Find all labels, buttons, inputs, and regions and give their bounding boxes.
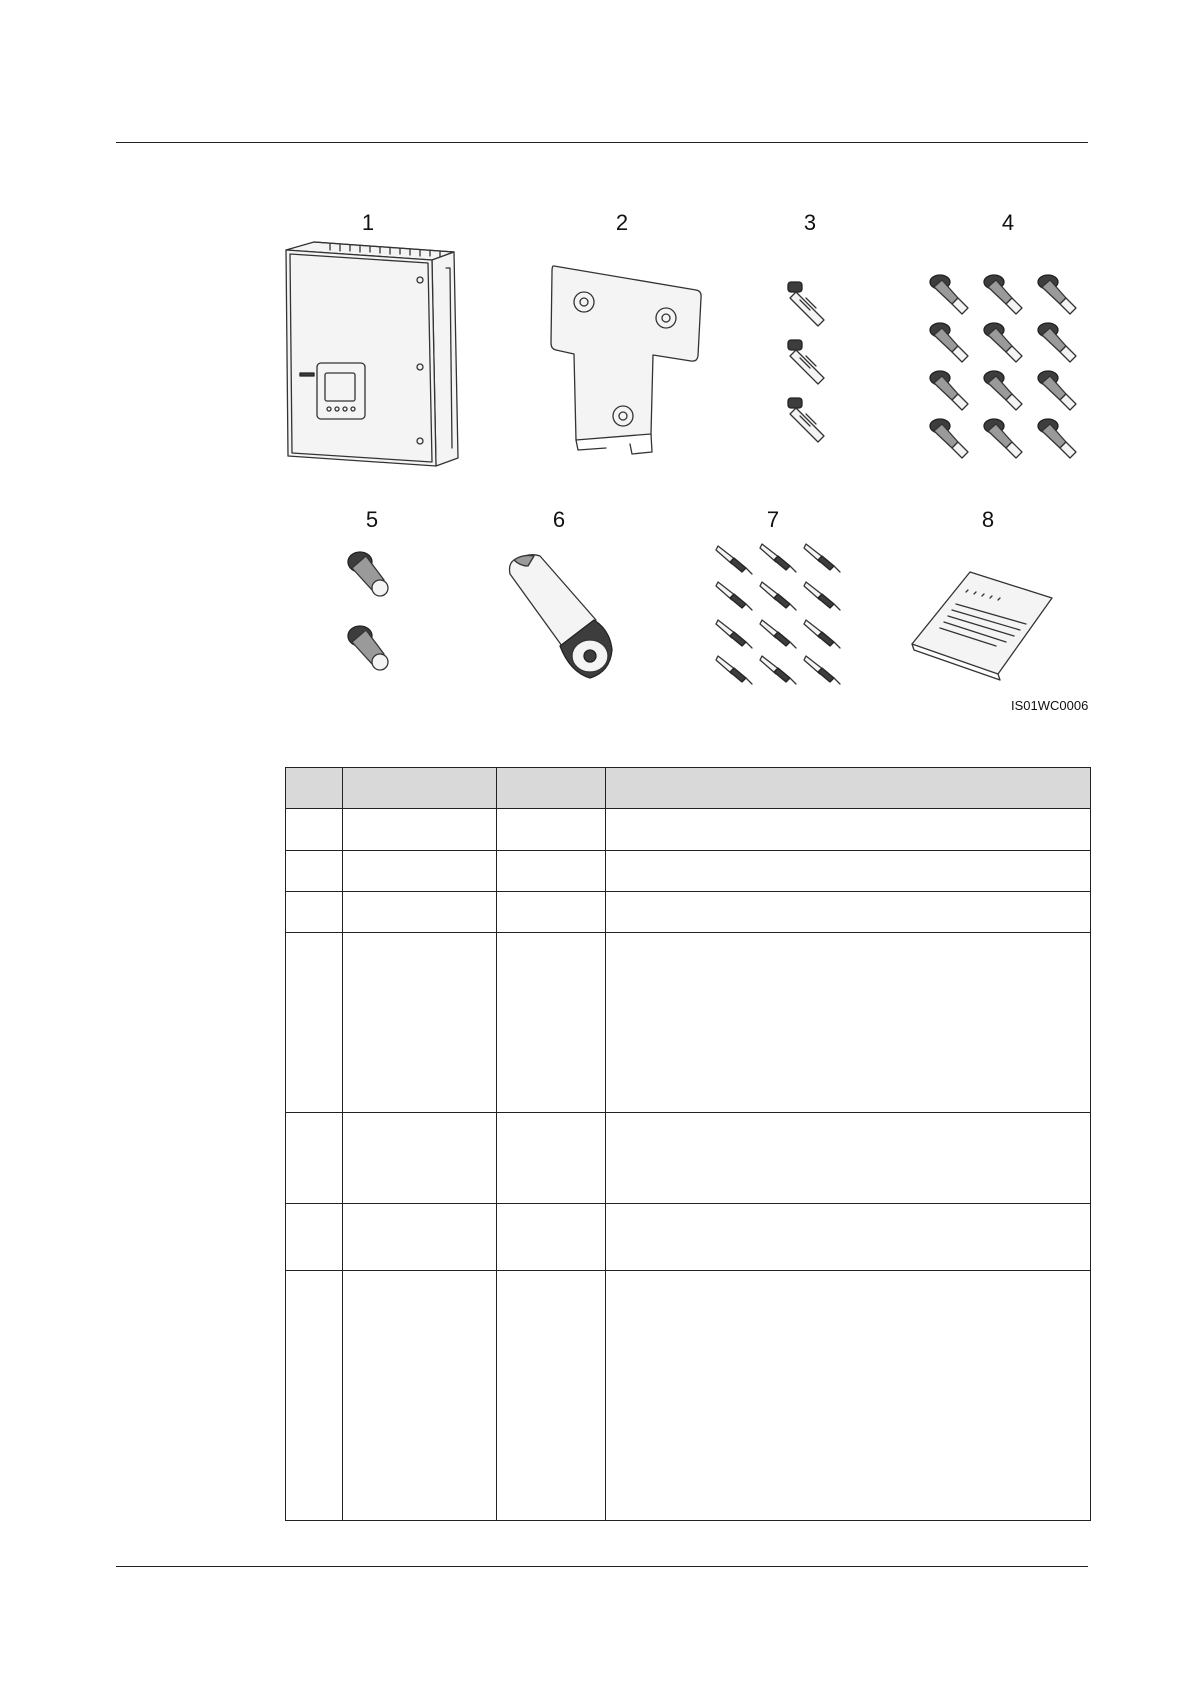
label-3: 3 xyxy=(803,210,817,235)
table-cell xyxy=(343,851,497,892)
table-cell xyxy=(606,892,1091,933)
table-cell xyxy=(286,892,343,933)
table-cell xyxy=(606,1204,1091,1271)
cable-gland-icon xyxy=(342,546,412,691)
header-cell xyxy=(286,768,343,809)
document-packet-icon xyxy=(906,568,1056,688)
table-cell xyxy=(286,1113,343,1204)
inverter-icon xyxy=(280,238,480,478)
table-cell xyxy=(343,1271,497,1521)
header-cell xyxy=(606,768,1091,809)
table-cell xyxy=(497,851,606,892)
table-cell xyxy=(343,1204,497,1271)
table-cell xyxy=(343,809,497,851)
footer-rule xyxy=(116,1566,1088,1567)
table-row xyxy=(286,892,1091,933)
header-cell xyxy=(497,768,606,809)
table-cell xyxy=(286,809,343,851)
table-cell xyxy=(606,809,1091,851)
header-rule xyxy=(116,142,1088,143)
label-4: 4 xyxy=(1001,210,1015,235)
table-cell xyxy=(606,851,1091,892)
label-7: 7 xyxy=(766,507,780,532)
table-cell xyxy=(497,892,606,933)
table-cell xyxy=(497,809,606,851)
table-header-row xyxy=(286,768,1091,809)
table-cell xyxy=(497,1113,606,1204)
table-cell xyxy=(606,1113,1091,1204)
label-1: 1 xyxy=(361,210,375,235)
table-cell xyxy=(606,933,1091,1113)
table-cell xyxy=(343,892,497,933)
label-6: 6 xyxy=(552,507,566,532)
table-cell xyxy=(286,851,343,892)
table-row xyxy=(286,809,1091,851)
label-5: 5 xyxy=(365,507,379,532)
table-cell xyxy=(497,1204,606,1271)
table-cell xyxy=(286,933,343,1113)
table-row xyxy=(286,1204,1091,1271)
table-row xyxy=(286,1113,1091,1204)
table-row xyxy=(286,933,1091,1113)
expansion-bolt-icon xyxy=(780,276,850,451)
table-cell xyxy=(497,1271,606,1521)
parts-table xyxy=(285,767,1091,1521)
dc-connector-icon xyxy=(924,268,1094,468)
label-8: 8 xyxy=(981,507,995,532)
figure-code: IS01WC0006 xyxy=(1011,698,1089,713)
mounting-bracket-icon xyxy=(548,258,703,458)
table-row xyxy=(286,851,1091,892)
metal-terminal-icon xyxy=(712,540,852,690)
table-row xyxy=(286,1271,1091,1521)
table-cell xyxy=(343,1113,497,1204)
ac-connector-icon xyxy=(500,550,630,690)
label-2: 2 xyxy=(615,210,629,235)
header-cell xyxy=(343,768,497,809)
table-cell xyxy=(497,933,606,1113)
table-cell xyxy=(286,1271,343,1521)
table-cell xyxy=(286,1204,343,1271)
table-cell xyxy=(343,933,497,1113)
table-cell xyxy=(606,1271,1091,1521)
